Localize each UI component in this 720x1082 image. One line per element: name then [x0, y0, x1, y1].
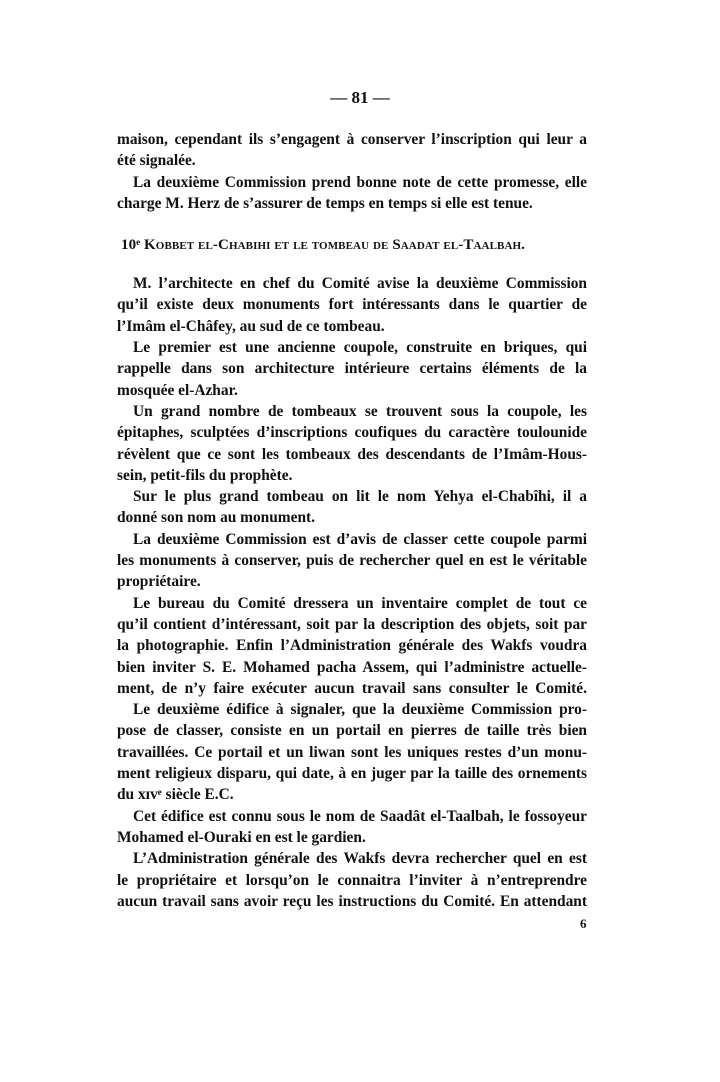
- text-line: propriétaire.: [117, 573, 201, 591]
- text-line: rappelle dans son architecture intérieure certains éléments de la: [117, 360, 587, 378]
- text-line: Sur le plus grand tombeau on lit le nom Yehya el-Chabîhi, il a: [133, 488, 587, 506]
- text-line: été signalée.: [117, 152, 196, 170]
- text-line: Le deuxième édifice à signaler, que la deuxième Commission pro-: [133, 701, 587, 719]
- text-line: Le bureau du Comité dressera un inventaire complet de tout ce: [133, 594, 587, 612]
- signature-mark: 6: [580, 916, 587, 931]
- text-line: pose de classer, consiste en un portail en pierres de taille très bien: [117, 722, 587, 740]
- text-line: Cet édifice est connu sous le nom de Saadât el-Taalbah, le fossoyeur: [133, 807, 587, 825]
- text-line: l’Imâm el-Châfey, au sud de ce tombeau.: [117, 317, 385, 335]
- text-line: M. l’architecte en chef du Comité avise la deuxième Commission: [133, 275, 587, 293]
- text-line: révèlent que ce sont les tombeaux des descendants de l’Imâm-Hous-: [117, 445, 587, 463]
- paragraph-block-main: [117, 273, 587, 912]
- text-line: Mohamed el-Ouraki en est le gardien.: [117, 828, 366, 846]
- section-heading: 10ᵉ Kobbet el-Chabihi et le tombeau de Saadat el-Taalbah.: [121, 237, 525, 254]
- text-line: la photographie. Enfin l’Administration générale des Wakfs voudra: [117, 637, 587, 655]
- text-line: maison, cependant ils s’engagent à conserver l’inscription qui leur a: [117, 131, 587, 148]
- text-line: mosquée el-Azhar.: [117, 381, 238, 399]
- text-line: le propriétaire et lorsqu’on le connaitra l’inviter à n’entreprendre: [117, 871, 587, 889]
- text-line: bien inviter S. E. Mohamed pacha Assem, qui l’administre actuelle-: [117, 658, 587, 676]
- text-line: La deuxième Commission est d’avis de classer cette coupole parmi: [133, 530, 587, 548]
- paragraph-block-intro: [117, 129, 587, 214]
- page-number: — 81 —: [330, 88, 390, 107]
- text-line: sein, petit-fils du prophète.: [117, 466, 293, 484]
- text-line: donné son nom au monument.: [117, 509, 315, 527]
- text-line: les monuments à conserver, puis de rechercher quel en est le véritable: [117, 552, 587, 570]
- text-line: Un grand nombre de tombeaux se trouvent sous la coupole, les: [133, 402, 587, 420]
- text-line: du xɪᴠᵉ siècle E.C.: [117, 786, 234, 804]
- text-line: ment religieux disparu, qui date, à en juger par la taille des ornements: [117, 765, 587, 783]
- text-line: charge M. Herz de s’assurer de temps en temps si elle est tenue.: [117, 194, 533, 212]
- spacer: [117, 214, 587, 234]
- text-line: épitaphes, sculptées d’inscriptions coufiques du caractère toulounide: [117, 424, 587, 442]
- text-line: L’Administration générale des Wakfs devra rechercher quel en est: [133, 850, 587, 868]
- text-line: La deuxième Commission prend bonne note de cette promesse, elle: [133, 173, 587, 191]
- text-line: aucun travail sans avoir reçu les instructions du Comité. En attendant: [117, 892, 587, 910]
- text-line: Le premier est une ancienne coupole, construite en briques, qui: [133, 339, 587, 357]
- text-line: travaillées. Ce portail et un liwan sont les uniques restes d’un monu-: [117, 743, 587, 761]
- text-line: ment, de n’y faire exécuter aucun travail sans consulter le Comité.: [117, 679, 587, 697]
- text-line: qu’il existe deux monuments fort intéressants dans le quartier de: [117, 296, 587, 314]
- page-body: [117, 129, 587, 912]
- text-line: qu’il contient d’intéressant, soit par la description des objets, soit par: [117, 615, 587, 633]
